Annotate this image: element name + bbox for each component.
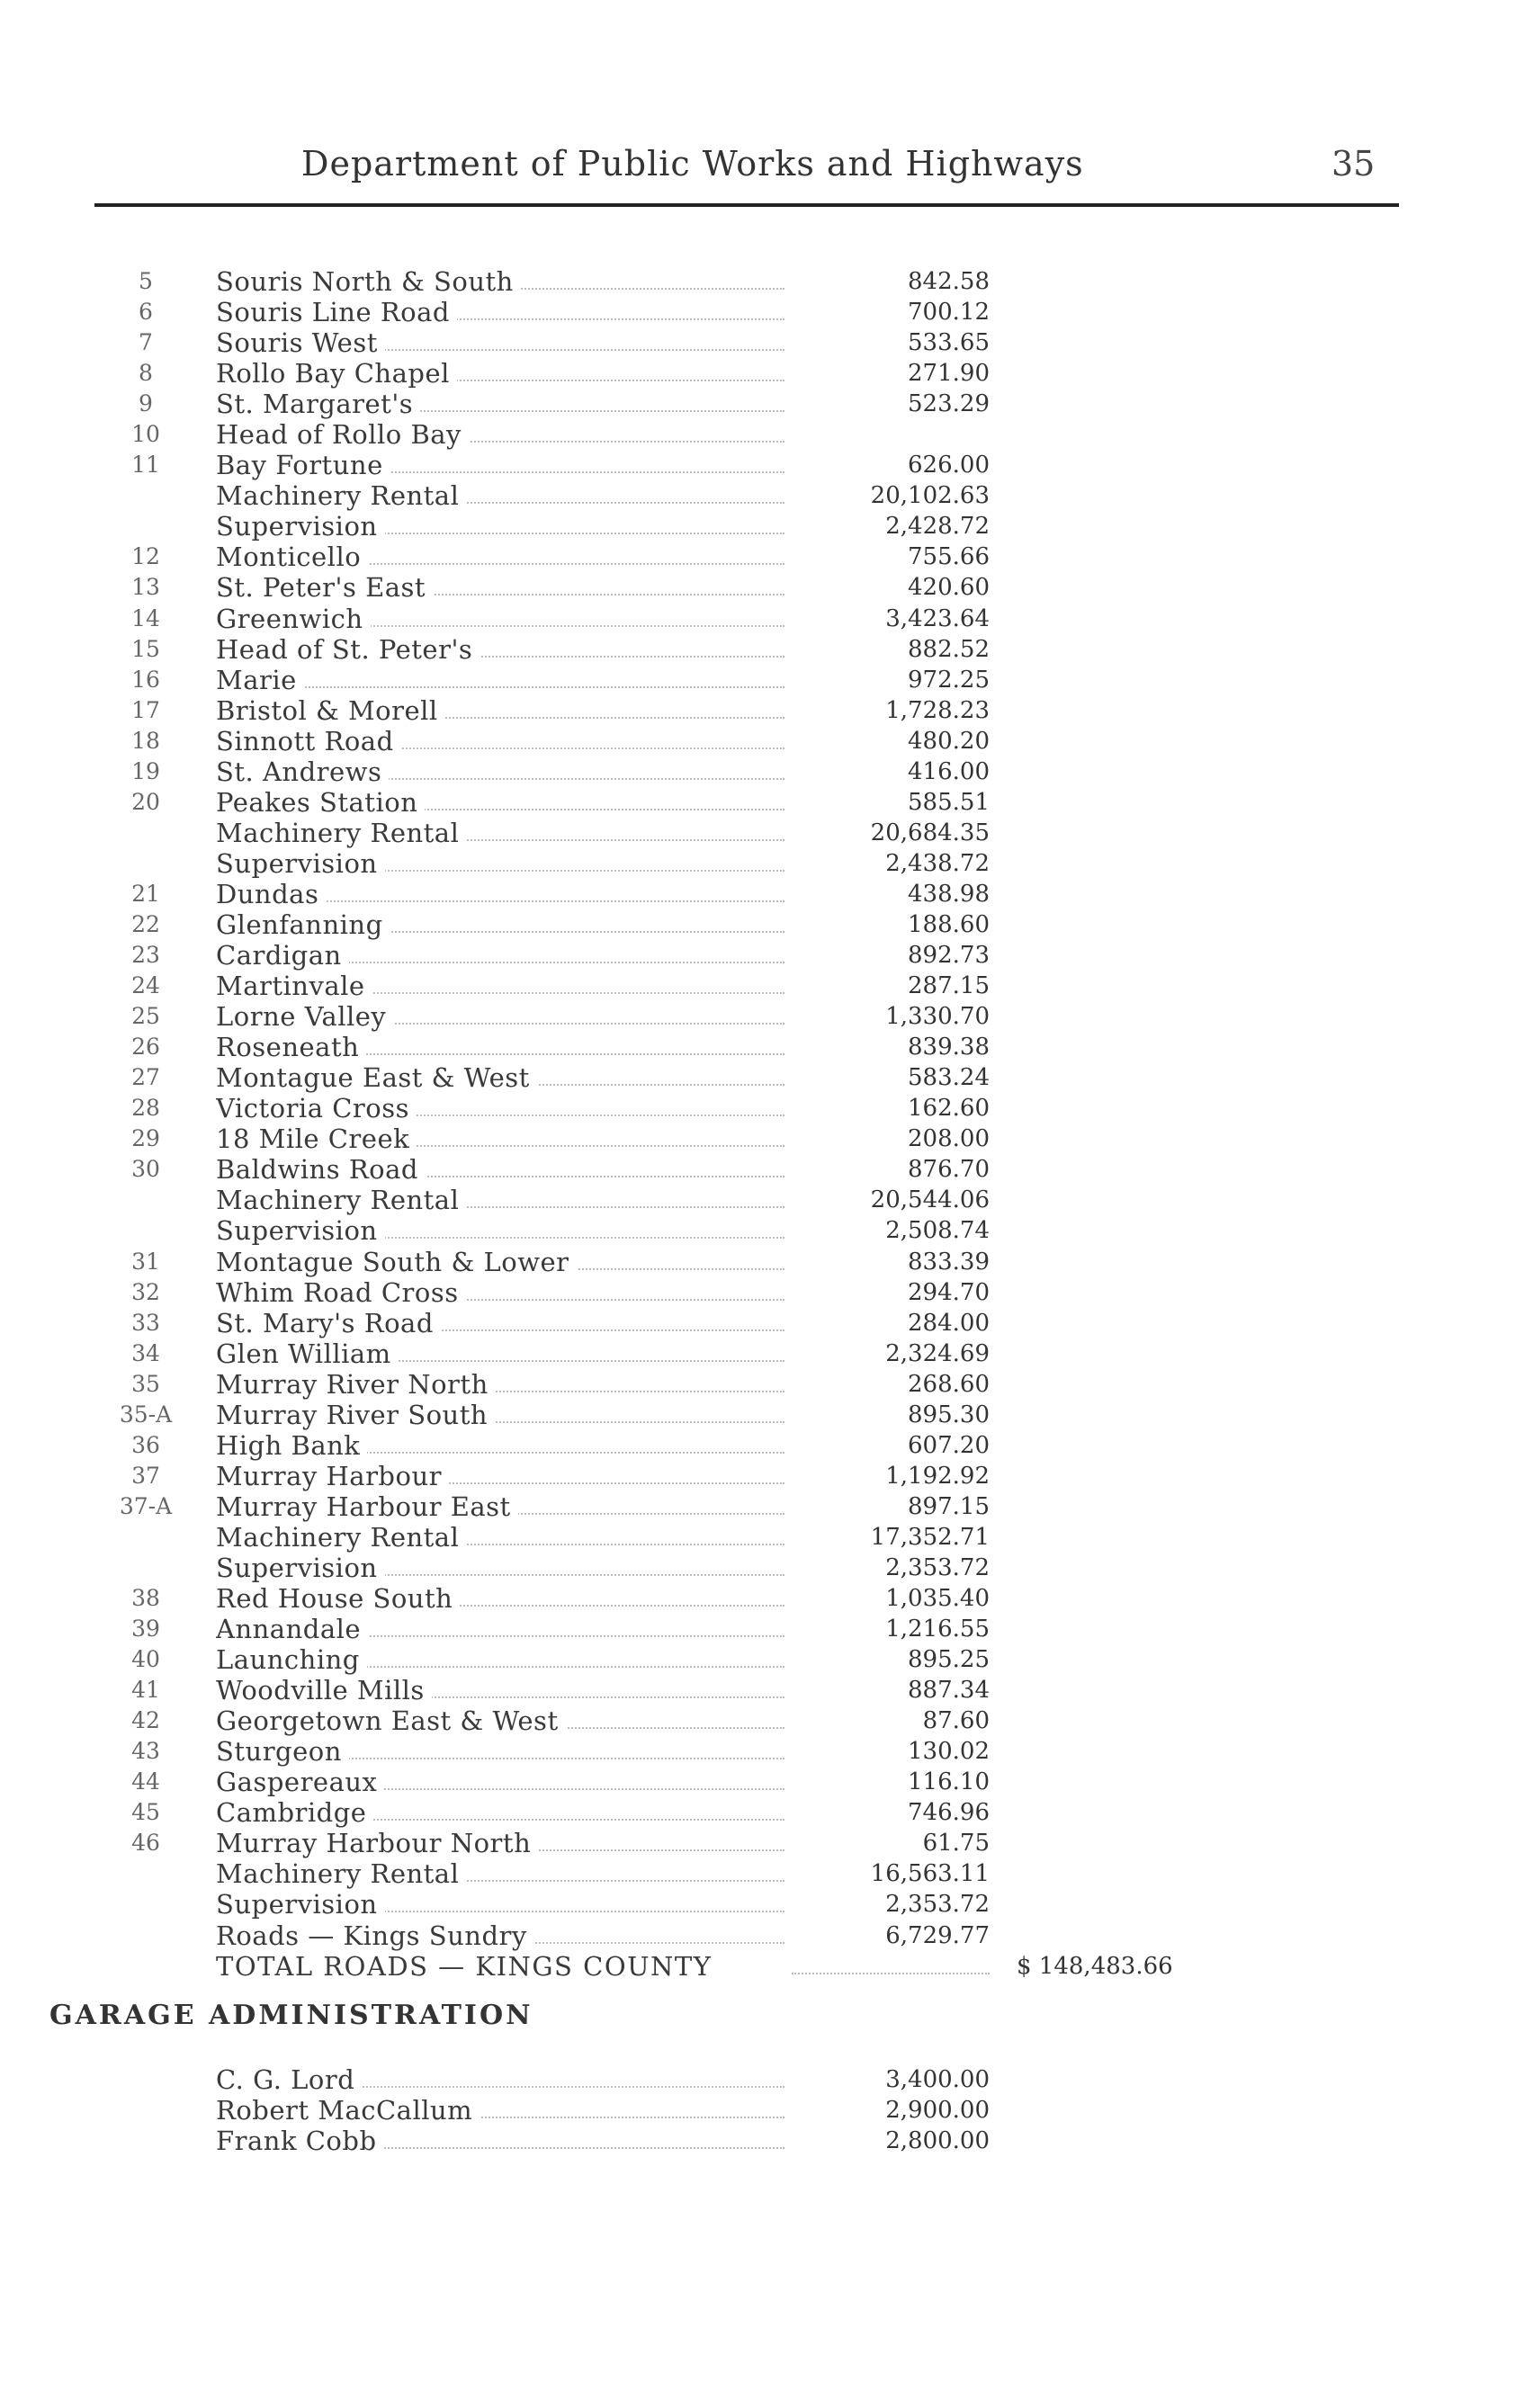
row-amount: 1,216.55 — [885, 1616, 990, 1643]
row-label-container — [216, 358, 792, 389]
row-label: Souris North & South — [216, 266, 521, 297]
road-number: 29 — [131, 1125, 160, 1152]
row-label: Greenwich — [216, 604, 371, 634]
table-row — [0, 909, 1524, 940]
row-label: Head of St. Peter's — [216, 634, 480, 665]
row-label: Robert MacCallum — [216, 2095, 480, 2126]
row-amount: 895.25 — [908, 1646, 990, 1674]
row-label-container — [216, 1430, 792, 1461]
road-number: 41 — [131, 1677, 160, 1704]
table-row — [0, 2126, 1524, 2156]
row-amount: 972.25 — [908, 666, 990, 694]
road-number: 34 — [131, 1339, 160, 1366]
row-label: Souris Line Road — [216, 297, 457, 327]
section-heading-garage: GARAGE ADMINISTRATION — [49, 2000, 533, 2031]
row-label-container — [216, 1247, 792, 1277]
row-label-container — [216, 1491, 792, 1522]
row-amount: 2,353.72 — [885, 1891, 990, 1919]
road-number: 18 — [131, 727, 160, 754]
row-label: Marie — [216, 665, 304, 695]
row-label: Montague South & Lower — [216, 1247, 577, 1277]
row-amount: 438.98 — [908, 880, 990, 908]
row-label: Murray Harbour East — [216, 1491, 518, 1522]
row-label: St. Andrews — [216, 756, 389, 787]
road-number: 45 — [131, 1799, 160, 1826]
row-amount: 887.34 — [908, 1677, 990, 1705]
table-row — [0, 1675, 1524, 1705]
table-row — [0, 756, 1524, 787]
row-amount: 16,563.11 — [870, 1860, 990, 1888]
row-amount: 2,800.00 — [885, 2127, 990, 2155]
road-number: 5 — [139, 268, 153, 294]
row-label: 18 Mile Creek — [216, 1123, 417, 1154]
table-row — [0, 1889, 1524, 1920]
road-number: 28 — [131, 1095, 160, 1122]
row-label: C. G. Lord — [216, 2064, 362, 2095]
table-row — [0, 2064, 1524, 2095]
road-number: 32 — [131, 1278, 160, 1305]
row-amount: 188.60 — [908, 910, 990, 938]
row-amount: 1,192.92 — [885, 1462, 990, 1490]
row-label: Launching — [216, 1644, 367, 1675]
row-label: Sinnott Road — [216, 726, 401, 756]
row-label-container — [216, 480, 792, 511]
row-amount: 6,729.77 — [885, 1921, 990, 1949]
row-amount: 523.29 — [908, 390, 990, 418]
row-label-container — [216, 787, 792, 818]
table-row — [0, 511, 1524, 542]
table-row — [0, 1828, 1524, 1858]
row-label: Lorne Valley — [216, 1001, 393, 1032]
row-label-container — [216, 2126, 792, 2156]
row-label: Cambridge — [216, 1797, 373, 1828]
row-label-container — [216, 604, 792, 634]
table-row — [0, 879, 1524, 909]
row-label: Roseneath — [216, 1032, 366, 1062]
table-row — [0, 787, 1524, 818]
row-amount: 892.73 — [908, 942, 990, 970]
row-amount: 533.65 — [908, 329, 990, 357]
row-label: Supervision — [216, 511, 385, 542]
row-label: Georgetown East & West — [216, 1705, 566, 1736]
row-label: Annandale — [216, 1614, 368, 1644]
row-label-container — [216, 1123, 792, 1154]
table-row — [0, 389, 1524, 419]
row-label-container — [216, 1889, 792, 1920]
page-number: 35 — [1331, 144, 1376, 184]
table-row — [0, 665, 1524, 695]
row-label-container — [216, 848, 792, 879]
table-row — [0, 1338, 1524, 1369]
row-label: Woodville Mills — [216, 1675, 432, 1705]
road-number: 26 — [131, 1034, 160, 1061]
table-row — [0, 1062, 1524, 1093]
row-amount: 755.66 — [908, 543, 990, 571]
row-label: Glenfanning — [216, 909, 390, 940]
table-row — [0, 1400, 1524, 1430]
road-number: 16 — [131, 666, 160, 693]
row-label: St. Margaret's — [216, 389, 420, 419]
row-label: Martinvale — [216, 971, 372, 1001]
row-label: Peakes Station — [216, 787, 425, 818]
row-label-container — [216, 1338, 792, 1369]
table-row — [0, 1247, 1524, 1277]
road-number: 37-A — [119, 1492, 173, 1519]
table-row — [0, 604, 1524, 634]
row-label: Bay Fortune — [216, 450, 390, 480]
table-row — [0, 450, 1524, 480]
row-amount: 2,428.72 — [885, 513, 990, 541]
table-row — [0, 1491, 1524, 1522]
row-label-container — [216, 818, 792, 848]
row-label: Baldwins Road — [216, 1154, 426, 1185]
row-label-container — [216, 1797, 792, 1828]
garage-staff-table — [0, 2064, 1524, 2156]
table-row — [0, 940, 1524, 971]
row-amount: 20,102.63 — [870, 482, 990, 510]
road-number: 46 — [131, 1830, 160, 1857]
row-label: Supervision — [216, 1553, 385, 1583]
road-number: 44 — [131, 1768, 160, 1795]
row-label: Murray River North — [216, 1369, 496, 1400]
road-number: 17 — [131, 696, 160, 723]
row-label: St. Peter's East — [216, 572, 433, 603]
row-label-container — [216, 1736, 792, 1767]
row-label-container — [216, 1675, 792, 1705]
row-label: Murray Harbour North — [216, 1828, 538, 1858]
row-label: Gaspereaux — [216, 1767, 384, 1797]
table-row — [0, 1123, 1524, 1154]
road-number: 30 — [131, 1156, 160, 1183]
row-amount: 2,324.69 — [885, 1339, 990, 1367]
row-amount: 876.70 — [908, 1156, 990, 1184]
row-label-container — [216, 1461, 792, 1491]
row-amount: 1,330.70 — [885, 1003, 990, 1031]
row-amount: 61.75 — [922, 1830, 990, 1857]
row-label-container — [216, 1553, 792, 1583]
road-number: 22 — [131, 910, 160, 937]
total-amount: $ 148,483.66 — [1017, 1952, 1173, 1980]
road-number: 35-A — [119, 1401, 173, 1428]
table-row — [0, 572, 1524, 603]
table-row — [0, 1644, 1524, 1675]
table-row — [0, 695, 1524, 726]
row-label: Glen William — [216, 1338, 399, 1369]
table-row — [0, 1858, 1524, 1889]
row-label: Rollo Bay Chapel — [216, 358, 457, 389]
dot-leader — [792, 1973, 990, 1974]
table-row — [0, 327, 1524, 358]
table-row — [0, 358, 1524, 389]
roads-expenditure-table — [0, 266, 1524, 1982]
road-number: 31 — [131, 1248, 160, 1275]
road-number: 37 — [131, 1462, 160, 1489]
row-amount: 585.51 — [908, 788, 990, 816]
road-number: 15 — [131, 635, 160, 662]
road-number: 43 — [131, 1738, 160, 1765]
row-amount: 897.15 — [908, 1492, 990, 1520]
row-label-container — [216, 971, 792, 1001]
row-label-container — [216, 2064, 792, 2095]
row-label: Murray River South — [216, 1400, 495, 1430]
road-number: 21 — [131, 880, 160, 907]
row-amount: 626.00 — [908, 452, 990, 479]
table-row — [0, 1032, 1524, 1062]
table-row — [0, 1369, 1524, 1400]
row-amount: 842.58 — [908, 268, 990, 295]
row-amount: 2,508.74 — [885, 1217, 990, 1245]
page-header — [0, 144, 1524, 189]
row-amount: 287.15 — [908, 972, 990, 1000]
table-row — [0, 1308, 1524, 1338]
table-row — [0, 542, 1524, 572]
table-row — [0, 1920, 1524, 1951]
row-amount: 2,438.72 — [885, 849, 990, 877]
row-label-container — [216, 1614, 792, 1644]
row-amount: 162.60 — [908, 1095, 990, 1123]
row-label: Montague East & West — [216, 1062, 537, 1093]
row-amount: 839.38 — [908, 1034, 990, 1061]
row-label-container — [216, 389, 792, 419]
table-row — [0, 848, 1524, 879]
road-number: 14 — [131, 604, 160, 631]
road-number: 27 — [131, 1064, 160, 1091]
row-amount: 895.30 — [908, 1401, 990, 1428]
table-row — [0, 1277, 1524, 1308]
row-amount: 130.02 — [908, 1738, 990, 1766]
row-label-container — [216, 1400, 792, 1430]
row-label: St. Mary's Road — [216, 1308, 441, 1338]
row-amount: 420.60 — [908, 574, 990, 602]
row-label-container — [216, 1767, 792, 1797]
table-row — [0, 1767, 1524, 1797]
row-label: Monticello — [216, 542, 368, 572]
table-row — [0, 1736, 1524, 1767]
row-amount: 3,423.64 — [885, 604, 990, 632]
row-label-container — [216, 1705, 792, 1736]
row-label: Victoria Cross — [216, 1093, 417, 1123]
row-label: Machinery Rental — [216, 1185, 466, 1215]
total-row — [0, 1951, 1524, 1982]
row-label: Cardigan — [216, 940, 349, 971]
table-row — [0, 1461, 1524, 1491]
row-label-container — [216, 665, 792, 695]
road-number: 23 — [131, 942, 160, 969]
road-number: 25 — [131, 1003, 160, 1030]
row-label-container — [216, 1828, 792, 1858]
row-amount: 1,035.40 — [885, 1585, 990, 1613]
table-row — [0, 480, 1524, 511]
table-row — [0, 1430, 1524, 1461]
road-number: 20 — [131, 788, 160, 815]
row-label-container — [216, 1032, 792, 1062]
row-label-container — [216, 327, 792, 358]
table-row — [0, 1553, 1524, 1583]
table-row — [0, 1705, 1524, 1736]
road-number: 39 — [131, 1616, 160, 1643]
row-label-container — [216, 940, 792, 971]
row-label-container — [216, 2095, 792, 2126]
row-label-container — [216, 1644, 792, 1675]
row-label-container — [216, 726, 792, 756]
row-label-container — [216, 695, 792, 726]
row-label: Machinery Rental — [216, 1522, 466, 1553]
road-number: 40 — [131, 1646, 160, 1673]
road-number: 12 — [131, 543, 160, 570]
row-label: Supervision — [216, 848, 385, 879]
road-number: 6 — [139, 299, 153, 326]
table-row — [0, 1583, 1524, 1614]
row-amount: 833.39 — [908, 1248, 990, 1276]
table-row — [0, 1215, 1524, 1246]
road-number: 10 — [131, 421, 160, 448]
row-amount: 416.00 — [908, 757, 990, 785]
row-label-container — [216, 297, 792, 327]
row-amount: 294.70 — [908, 1278, 990, 1306]
road-number: 36 — [131, 1431, 160, 1458]
row-label: Frank Cobb — [216, 2126, 384, 2156]
row-label-container — [216, 542, 792, 572]
road-number: 9 — [139, 390, 153, 417]
table-row — [0, 1154, 1524, 1185]
row-label-container — [216, 419, 792, 450]
row-amount: 87.60 — [922, 1707, 990, 1735]
total-label: TOTAL ROADS — KINGS COUNTY — [216, 1950, 713, 1982]
table-row — [0, 419, 1524, 450]
row-label: High Bank — [216, 1430, 367, 1461]
road-number: 11 — [131, 452, 160, 479]
row-label: Machinery Rental — [216, 480, 466, 511]
row-label: Murray Harbour — [216, 1461, 449, 1491]
table-row — [0, 1185, 1524, 1215]
row-amount: 20,544.06 — [870, 1186, 990, 1214]
table-row — [0, 971, 1524, 1001]
table-row — [0, 2095, 1524, 2126]
road-number: 19 — [131, 757, 160, 784]
row-label-container — [216, 1583, 792, 1614]
row-amount: 3,400.00 — [885, 2066, 990, 2093]
row-label: Supervision — [216, 1215, 385, 1246]
row-amount: 284.00 — [908, 1309, 990, 1337]
table-row — [0, 726, 1524, 756]
road-number: 24 — [131, 972, 160, 999]
row-amount: 2,900.00 — [885, 2097, 990, 2125]
table-row — [0, 266, 1524, 297]
row-amount: 20,684.35 — [870, 819, 990, 846]
row-label-container — [216, 1369, 792, 1400]
header-rule — [94, 203, 1399, 207]
row-label-container — [216, 450, 792, 480]
row-amount: 746.96 — [908, 1799, 990, 1827]
table-row — [0, 818, 1524, 848]
row-label-container — [216, 1277, 792, 1308]
row-amount: 882.52 — [908, 635, 990, 663]
row-label-container — [216, 572, 792, 603]
row-label-container — [216, 1920, 792, 1951]
row-label-container — [216, 1215, 792, 1246]
road-number: 38 — [131, 1585, 160, 1612]
row-label: Machinery Rental — [216, 1858, 466, 1889]
row-label-container — [216, 756, 792, 787]
table-row — [0, 1522, 1524, 1553]
road-number: 35 — [131, 1370, 160, 1397]
road-number: 42 — [131, 1707, 160, 1734]
row-label: Machinery Rental — [216, 818, 466, 848]
table-row — [0, 1001, 1524, 1032]
row-amount: 1,728.23 — [885, 696, 990, 724]
page-title: Department of Public Works and Highways — [301, 144, 1084, 184]
road-number: 13 — [131, 574, 160, 601]
row-amount: 2,353.72 — [885, 1553, 990, 1581]
road-number: 33 — [131, 1309, 160, 1336]
row-amount: 17,352.71 — [870, 1523, 990, 1551]
row-label-container — [216, 1001, 792, 1032]
row-label: Bristol & Morell — [216, 695, 445, 726]
row-label-container — [216, 634, 792, 665]
row-label: Souris West — [216, 327, 385, 358]
row-label-container — [216, 511, 792, 542]
row-label: Roads — Kings Sundry — [216, 1920, 534, 1951]
table-row — [0, 1093, 1524, 1123]
row-amount: 271.90 — [908, 360, 990, 388]
row-label-container — [216, 1062, 792, 1093]
row-amount: 116.10 — [908, 1768, 990, 1796]
row-amount: 268.60 — [908, 1370, 990, 1398]
row-amount: 607.20 — [908, 1431, 990, 1459]
row-label-container — [216, 1185, 792, 1215]
row-label: Sturgeon — [216, 1736, 349, 1767]
road-number: 7 — [139, 329, 153, 356]
table-row — [0, 1797, 1524, 1828]
row-label-container — [216, 266, 792, 297]
row-label: Whim Road Cross — [216, 1277, 466, 1308]
row-label-container — [216, 1093, 792, 1123]
row-amount: 480.20 — [908, 727, 990, 755]
row-label-container — [216, 1154, 792, 1185]
row-label-container — [216, 1522, 792, 1553]
table-row — [0, 1614, 1524, 1644]
row-label-container — [216, 879, 792, 909]
row-label: Red House South — [216, 1583, 460, 1614]
row-label-container — [216, 1308, 792, 1338]
table-row — [0, 634, 1524, 665]
row-amount: 208.00 — [908, 1125, 990, 1153]
row-amount: 583.24 — [908, 1064, 990, 1092]
road-number: 8 — [139, 360, 153, 387]
row-amount: 700.12 — [908, 299, 990, 327]
row-label-container — [216, 1858, 792, 1889]
row-label-container — [216, 909, 792, 940]
row-label: Supervision — [216, 1889, 385, 1920]
row-label: Head of Rollo Bay — [216, 419, 469, 450]
row-label: Dundas — [216, 879, 326, 909]
table-row — [0, 297, 1524, 327]
